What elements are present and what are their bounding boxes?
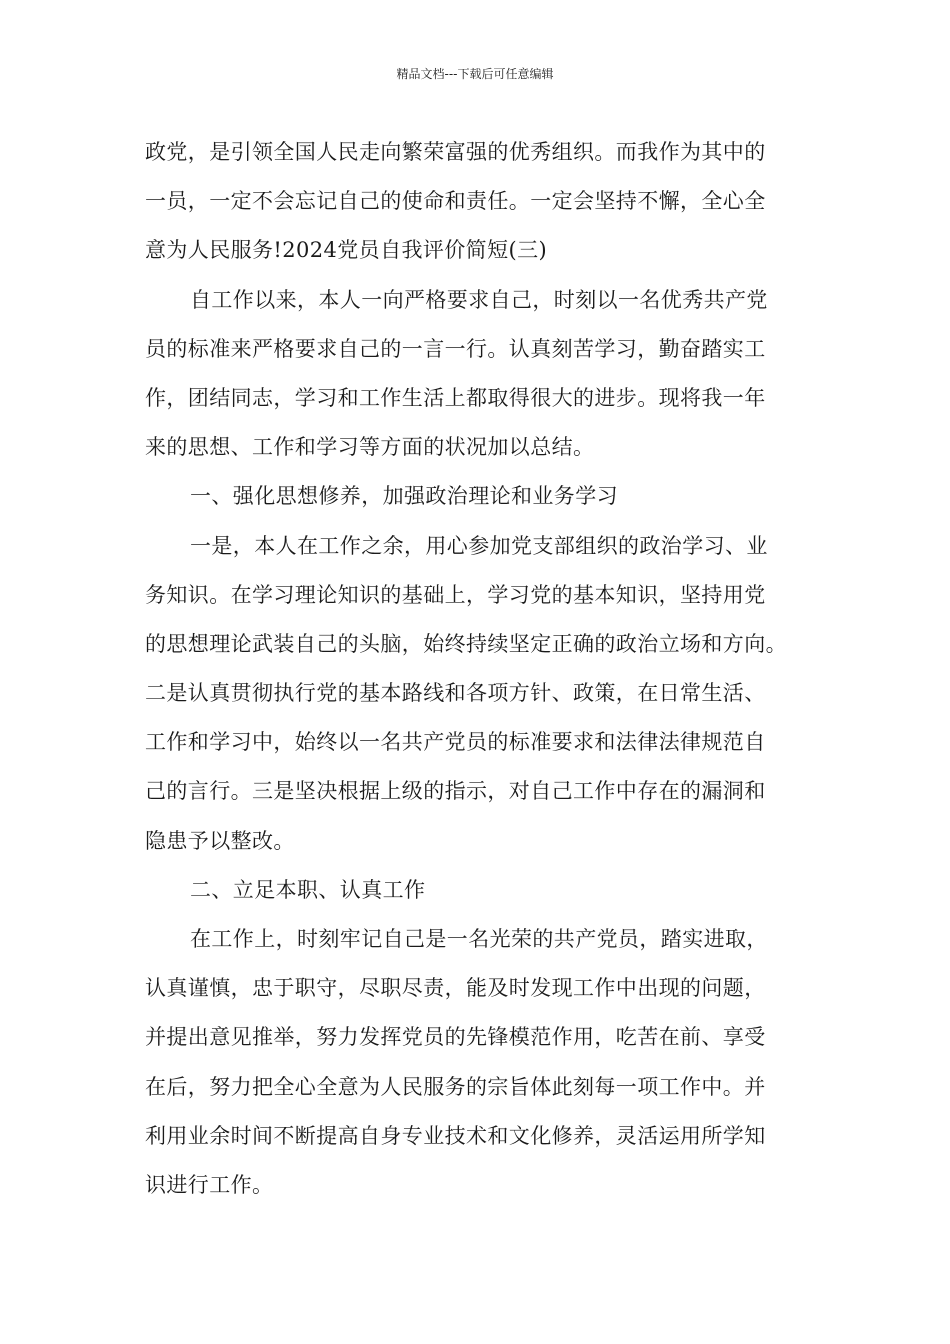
text-line: 的思想理论武装自己的头脑，始终持续坚定正确的政治立场和方向。 bbox=[145, 631, 787, 656]
paragraph-first-line: 一是，本人在工作之余，用心参加党支部组织的政治学习、业 bbox=[190, 533, 768, 558]
text-line: 政党，是引领全国人民走向繁荣富强的优秀组织。而我作为其中的 bbox=[145, 140, 766, 164]
text-line: 一员，一定不会忘记自己的使命和责任。一定会坚持不懈，全心全 bbox=[145, 189, 766, 214]
page-header: 精品文档---下载后可任意编辑 bbox=[396, 67, 554, 81]
text-line: 认真谨慎，忠于职守，尽职尽责，能及时发现工作中出现的问题， bbox=[145, 976, 766, 1001]
text-line: 二是认真贯彻执行党的基本路线和各项方针、政策，在日常生活、 bbox=[145, 681, 766, 706]
text-line: 工作和学习中，始终以一名共产党员的标准要求和法律法律规范自 bbox=[145, 730, 766, 755]
text-line: 员的标准来严格要求自己的一言一行。认真刻苦学习，勤奋踏实工 bbox=[145, 336, 766, 361]
text-line: 己的言行。三是坚决根据上级的指示，对自己工作中存在的漏洞和 bbox=[145, 779, 766, 804]
paragraph-first-line: 自工作以来，本人一向严格要求自己，时刻以一名优秀共产党 bbox=[190, 287, 768, 312]
text-line: 意为人民服务!2024党员自我评价简短(三) bbox=[145, 238, 548, 263]
document-body bbox=[145, 128, 815, 1210]
text-line: 隐患予以整改。 bbox=[145, 828, 295, 853]
text-line: 识进行工作。 bbox=[145, 1172, 274, 1197]
text-line: 来的思想、工作和学习等方面的状况加以总结。 bbox=[145, 435, 595, 460]
text-line: 作，团结同志，学习和工作生活上都取得很大的进步。现将我一年 bbox=[145, 385, 766, 410]
paragraph-first-line: 在工作上，时刻牢记自己是一名光荣的共产党员，踏实进取， bbox=[190, 927, 768, 951]
text-line: 利用业余时间不断提高自身专业技术和文化修养，灵活运用所学知 bbox=[145, 1123, 766, 1148]
text-line: 在后，努力把全心全意为人民服务的宗旨体此刻每一项工作中。并 bbox=[145, 1074, 766, 1099]
section-heading: 一、强化思想修养，加强政治理论和业务学习 bbox=[190, 484, 618, 509]
text-line: 并提出意见推举，努力发挥党员的先锋模范作用，吃苦在前、享受 bbox=[145, 1025, 766, 1050]
text-line: 务知识。在学习理论知识的基础上，学习党的基本知识，坚持用党 bbox=[145, 582, 766, 607]
section-heading: 二、立足本职、认真工作 bbox=[190, 877, 426, 902]
